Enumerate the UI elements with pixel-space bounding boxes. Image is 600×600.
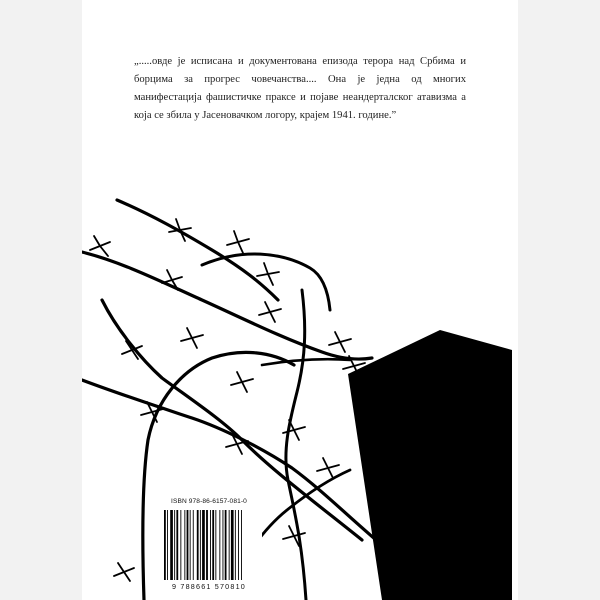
back-cover-quote: „.....овде је исписана и документована епизода терора над Србима и борцима за прогрес човечанства.... Она је једна од многих манифестација фашистичке праксе и појаве неандерталског атавизма а која се збила у Јасеновачком логору, крајем 1941. године.”: [134, 55, 466, 121]
barcode-number: 9 788661 570810: [172, 582, 246, 591]
barcode-bars: [164, 510, 256, 580]
fence-post: [348, 330, 512, 600]
barcode: [156, 496, 262, 600]
barbed-wire-fence-illustration: [82, 0, 518, 600]
isbn-label: ISBN 978-86-6157-081-0: [171, 498, 247, 505]
back-cover: [82, 0, 518, 600]
